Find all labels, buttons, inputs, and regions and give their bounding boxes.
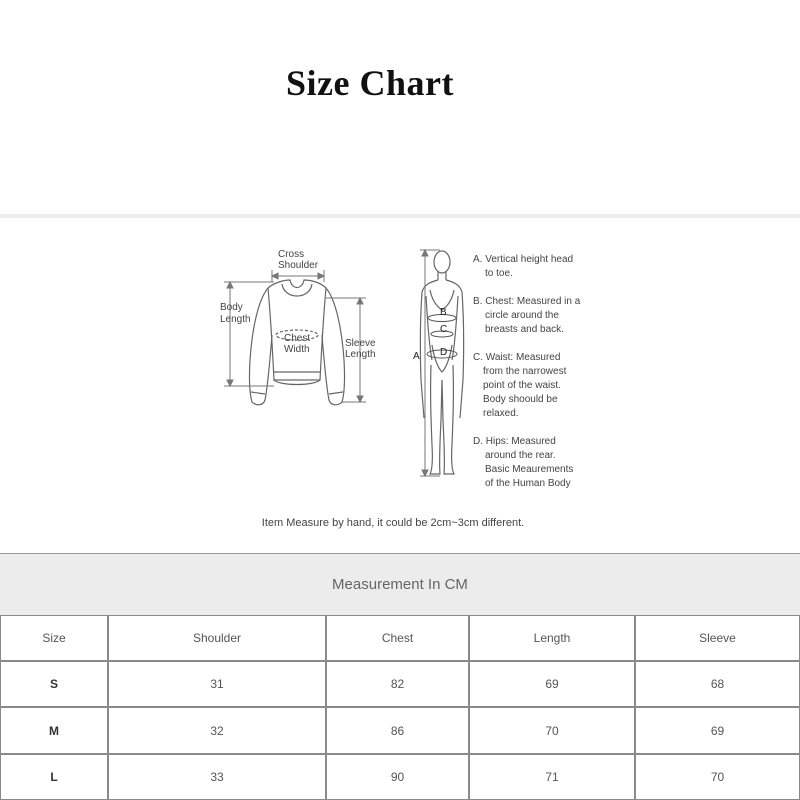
- column-header-sleeve: Sleeve: [635, 615, 800, 661]
- sleeve-cell: 70: [635, 754, 800, 800]
- table-row: [0, 754, 800, 800]
- body-length-label-1: Body: [220, 302, 243, 313]
- cross-shoulder-label-1: Cross: [278, 249, 305, 260]
- note-c-line-1: C. Waist: Measured: [473, 352, 561, 363]
- note-d-line-3: Basic Meaurements: [485, 464, 574, 475]
- sleeve-cell: 68: [635, 661, 800, 707]
- table-row: [0, 707, 800, 753]
- length-cell: 69: [469, 661, 635, 707]
- chest-cell: 86: [326, 707, 469, 753]
- note-a-line-2: to toe.: [485, 268, 513, 279]
- table-header-row: [0, 615, 800, 661]
- size-cell: S: [0, 661, 108, 707]
- marker-d: D: [440, 347, 448, 358]
- table-row: [0, 661, 800, 707]
- sleeve-cell: 69: [635, 707, 800, 753]
- column-header-length: Length: [469, 615, 635, 661]
- note-c-line-4: Body shoould be: [483, 394, 558, 405]
- table-heading-row: [0, 553, 800, 615]
- chest-width-label-2: Width: [284, 344, 310, 355]
- marker-c: C: [440, 324, 448, 335]
- shoulder-cell: 32: [108, 707, 326, 753]
- length-cell: 70: [469, 707, 635, 753]
- measure-caption: Item Measure by hand, it could be 2cm~3cm different.: [261, 517, 525, 529]
- size-table: [0, 553, 800, 800]
- note-b-line-1: B. Chest: Measured in a: [473, 296, 581, 307]
- note-b-line-2: circle around the: [485, 310, 559, 321]
- chest-width-label-1: Chest: [284, 333, 311, 344]
- chest-cell: 82: [326, 661, 469, 707]
- note-d-line-2: around the rear.: [485, 450, 556, 461]
- body-figure-illustration: [420, 251, 463, 474]
- note-c-line-3: point of the waist.: [483, 380, 561, 391]
- marker-a: A: [413, 351, 420, 362]
- column-header-chest: Chest: [326, 615, 469, 661]
- cross-shoulder-label-2: Shoulder: [278, 260, 319, 271]
- shoulder-cell: 31: [108, 661, 326, 707]
- measurement-notes: [473, 254, 581, 489]
- shoulder-cell: 33: [108, 754, 326, 800]
- body-length-label-2: Length: [220, 314, 251, 325]
- note-d-line-4: of the Human Body: [485, 478, 571, 489]
- note-c-line-2: from the narrowest: [483, 366, 567, 377]
- note-b-line-3: breasts and back.: [485, 324, 564, 335]
- note-c-line-5: relaxed.: [483, 408, 519, 419]
- table-heading: Measurement In CM: [0, 553, 800, 615]
- column-header-size: Size: [0, 615, 108, 661]
- size-cell: M: [0, 707, 108, 753]
- page-title: Size Chart: [286, 63, 454, 103]
- length-cell: 71: [469, 754, 635, 800]
- note-a-line-1: A. Vertical height head: [473, 254, 574, 265]
- note-d-line-1: D. Hips: Measured: [473, 436, 556, 447]
- size-cell: L: [0, 754, 108, 800]
- column-header-shoulder: Shoulder: [108, 615, 326, 661]
- measurement-diagram: [0, 218, 800, 553]
- marker-b: B: [440, 307, 447, 318]
- sleeve-length-label-1: Sleeve: [345, 338, 376, 349]
- sleeve-length-label-2: Length: [345, 349, 376, 360]
- chest-cell: 90: [326, 754, 469, 800]
